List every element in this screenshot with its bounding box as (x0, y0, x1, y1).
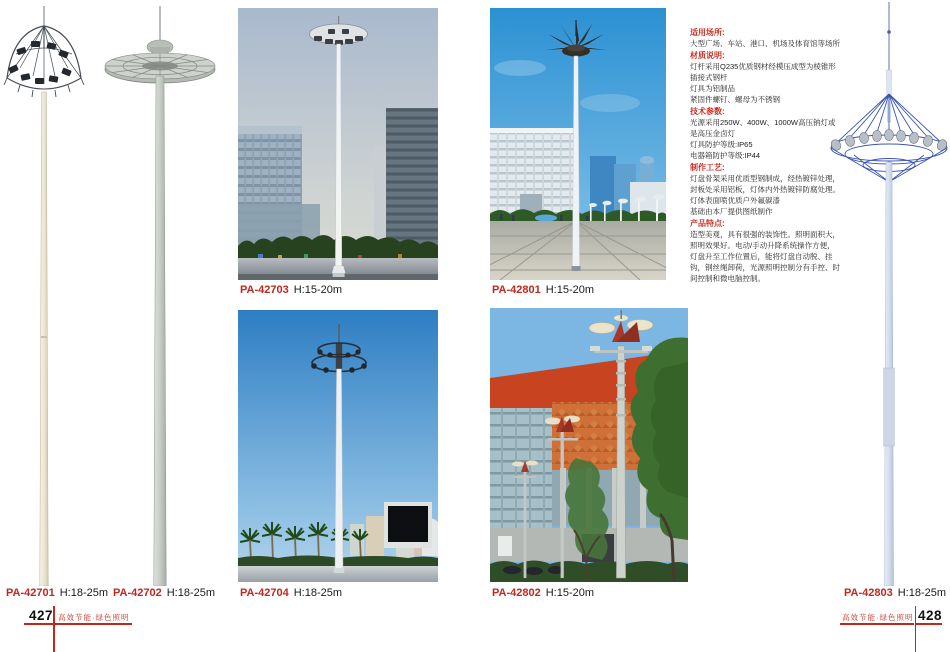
model-number: PA-42704 (240, 587, 289, 599)
spec-line: 灯具防护等级:IP65 (690, 140, 753, 149)
photo-pa42703 (238, 8, 438, 280)
photo-pa42801 (490, 8, 666, 280)
distant-building (366, 516, 384, 556)
tower-building (386, 108, 438, 258)
model-height: H:15-20m (293, 284, 343, 296)
model-height: H:18-25m (293, 587, 343, 599)
footer-slogan-left: 高效节能·绿色照明 (58, 613, 130, 622)
street-lamp-building-photo (490, 308, 688, 582)
page-number-left: 427 (29, 608, 54, 623)
product-label-pa42702 (113, 587, 215, 599)
high-mast-disc-illustration (100, 6, 220, 586)
spec-line: 紧固件螺钉、螺母为不锈钢 (690, 95, 780, 104)
glass-tower (590, 156, 616, 218)
model-number: PA-42701 (6, 587, 55, 599)
spec-line: 电器箱防护等级:IP44 (690, 151, 761, 160)
product-label-pa42802 (492, 587, 594, 599)
model-number: PA-42702 (113, 587, 162, 599)
illustration-pa42701 (0, 6, 100, 586)
page-number-right: 428 (918, 608, 943, 623)
square-highmast-photo (490, 8, 666, 280)
product-label-pa42803 (830, 587, 946, 599)
mast-pole (335, 369, 343, 570)
model-number: PA-42703 (240, 284, 289, 296)
footer-underline (55, 623, 132, 625)
footer-underline (24, 623, 53, 625)
footer-divider (915, 606, 917, 652)
palm-plaza-highmast-photo (238, 310, 438, 582)
product-label-pa42703 (240, 284, 342, 296)
spec-text-block (690, 26, 840, 284)
model-number: PA-42802 (492, 587, 541, 599)
product-label-pa42801 (492, 284, 594, 296)
parked-bikes (503, 566, 564, 575)
spec-line: 大型广场、车站、港口、机场及体育馆等场所 (690, 39, 840, 48)
model-height: H:18-25m (59, 587, 109, 599)
model-number: PA-42801 (492, 284, 541, 296)
illustration-pa42803 (828, 2, 950, 586)
product-label-pa42704 (240, 587, 342, 599)
model-height: H:18-25m (166, 587, 216, 599)
model-height: H:18-25m (897, 587, 946, 599)
high-mast-dome-illustration (0, 6, 100, 586)
model-number: PA-42803 (843, 587, 893, 599)
model-height: H:15-20m (545, 284, 595, 296)
spec-line: 基础由本厂提供图纸制作 (690, 207, 773, 216)
footer-underline (916, 623, 942, 625)
spec-section-title: 材质说明: (690, 51, 725, 60)
led-screen (388, 506, 428, 542)
spec-line: 光源采用250W、400W、1000W高压钠灯或是高压金卤灯 (690, 118, 836, 138)
spec-section-title: 技术参数: (690, 107, 725, 116)
footer-divider (53, 606, 55, 652)
spec-line: 灯具为铝制品 (690, 84, 735, 93)
model-height: H:15-20m (545, 587, 595, 599)
spec-section-title: 制作工艺: (690, 163, 725, 172)
footer-underline (840, 623, 914, 625)
spec-line: 灯杆采用Q235优质钢材经模压成型为棱锥形插接式钢杆 (690, 62, 836, 82)
plaza-highmast-photo (238, 8, 438, 280)
footer-slogan-right: 高效节能·绿色照明 (842, 613, 914, 622)
illustration-pa42702 (100, 6, 220, 586)
photo-pa42704 (238, 310, 438, 582)
high-mast-saucer-illustration (828, 2, 950, 586)
glass-facade (490, 408, 552, 538)
spec-section-title: 产品特点: (690, 219, 725, 228)
spec-section-title: 适用场所: (690, 28, 725, 37)
mast-pole (335, 44, 341, 266)
photo-pa42802 (490, 308, 688, 582)
product-label-pa42701 (6, 587, 108, 599)
spec-line: 灯盘骨架采用优质型钢制成，经热镀锌处理，封板处采用铝板，灯体内外热镀锌防腐处理。灯体表面喷优质户外氟碳漆 (690, 174, 840, 205)
spec-line: 造型美观，具有很强的装饰性。照明面积大，照明效果好。电动/手动升降系统操作方便，灯盘升至工作位置后，能将灯盘自动脱、挂钩，钢丝绳卸荷，光源照明控制分有手控、时间控制和微电脑控制。 (690, 230, 840, 283)
